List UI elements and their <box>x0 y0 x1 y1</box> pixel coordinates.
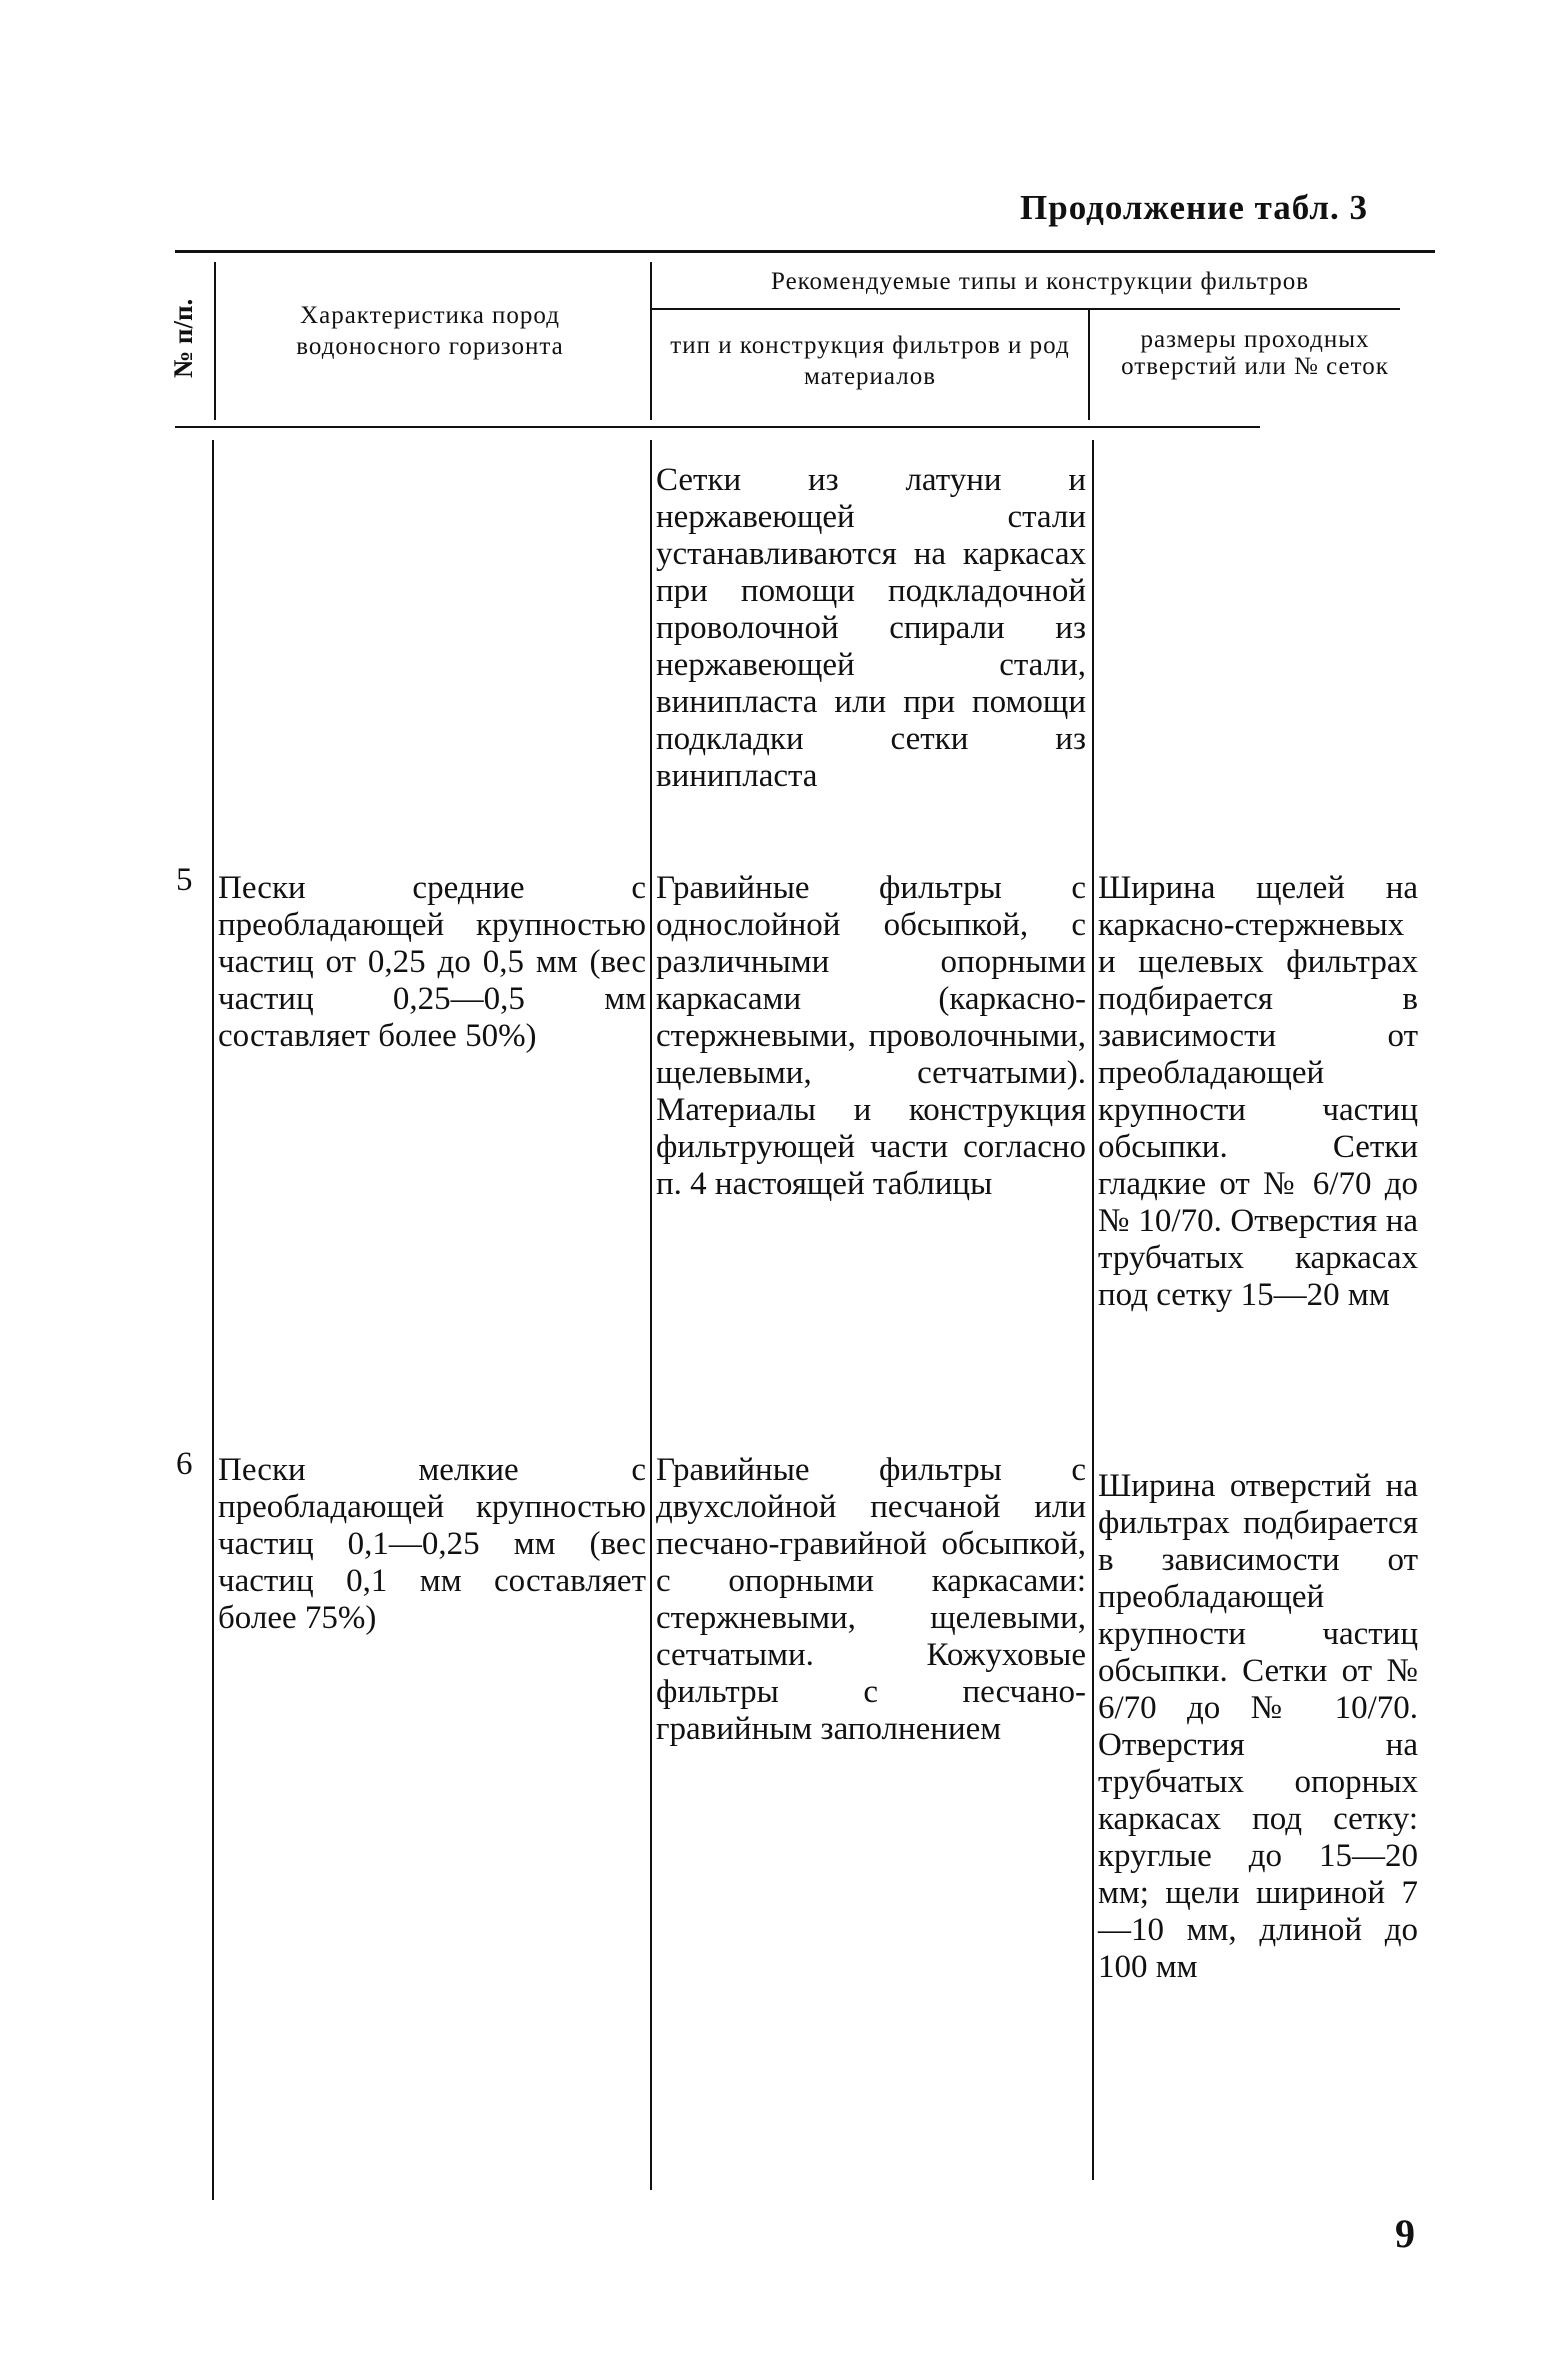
row-6-num: 6 <box>176 1446 193 1482</box>
header-bottom-rule <box>175 426 1260 428</box>
body-divider-3 <box>1092 440 1094 2180</box>
table-top-rule <box>175 250 1435 253</box>
header-divider-3 <box>1088 310 1090 420</box>
row-5-sizes: Ширина щелей на каркасно-стержневых и щелевых фильтрах подбирается в зависимости от преобладающей крупности частиц обсыпки. Сетки гладкие от № 6/70 до № 10/70. Отверстия на трубчатых каркасах под сетку 15—20 мм <box>1098 870 1418 1313</box>
body-divider-2 <box>650 440 652 2190</box>
header-num: № п/п. <box>168 298 198 378</box>
header-recommended: Рекомендуемые типы и конструкции фильтров <box>771 268 1309 295</box>
row-5-filter-type: Гравийные фильтры с однослойной обсыпкой, с различными опорными каркасами (каркасно-стержневыми, проволочными, щелевыми, сетчатыми). Материалы и конструкция фильтрующей части согласно п. 4 настоящей таблицы <box>656 870 1086 1202</box>
header-subrule <box>650 308 1400 310</box>
row-5-characteristics: Пески средние с преобладающей крупностью частиц от 0,25 до 0,5 мм (вес частиц 0,25—0,5 мм составляет более 50%) <box>218 870 646 1054</box>
header-type-construction: тип и конструкция фильтров и род материалов <box>670 332 1070 390</box>
header-opening-sizes: размеры проходных отверстий или № сеток <box>1121 326 1389 380</box>
row-5-num: 5 <box>176 862 193 898</box>
page-number: 9 <box>1395 2211 1415 2256</box>
row-6-filter-type: Гравийные фильтры с двухслойной песчаной или песчано-гравийной обсыпкой, с опорными каркасами: стержневыми, щелевыми, сетчатыми. Кожуховые фильтры с песчано-гравийным заполнением <box>656 1452 1086 1747</box>
table-caption: Продолжение табл. 3 <box>1020 188 1369 227</box>
header-divider-1 <box>214 262 216 420</box>
body-divider-1 <box>212 440 214 2200</box>
header-characteristics: Характеристика пород водоносного горизонта <box>296 302 564 360</box>
row-cont-filter-type: Сетки из латуни и нержавеющей стали устанавливаются на каркасах при помощи подкладочной проволочной спирали из нержавеющей стали, винипласта или при помощи подкладки сетки из винипласта <box>656 462 1086 794</box>
header-divider-2 <box>650 262 652 420</box>
row-6-characteristics: Пески мелкие с преобладающей крупностью частиц 0,1—0,25 мм (вес частиц 0,1 мм составляет более 75%) <box>218 1452 646 1636</box>
row-6-sizes: Ширина отверстий на фильтрах подбирается в зависимости от преобладающей крупности частиц обсыпки. Сетки от № 6/70 до № 10/70. Отверстия на трубчатых опорных каркасах под сетку: круглые до 15—20 мм; щели шириной 7—10 мм, длиной до 100 мм <box>1098 1468 1418 1985</box>
